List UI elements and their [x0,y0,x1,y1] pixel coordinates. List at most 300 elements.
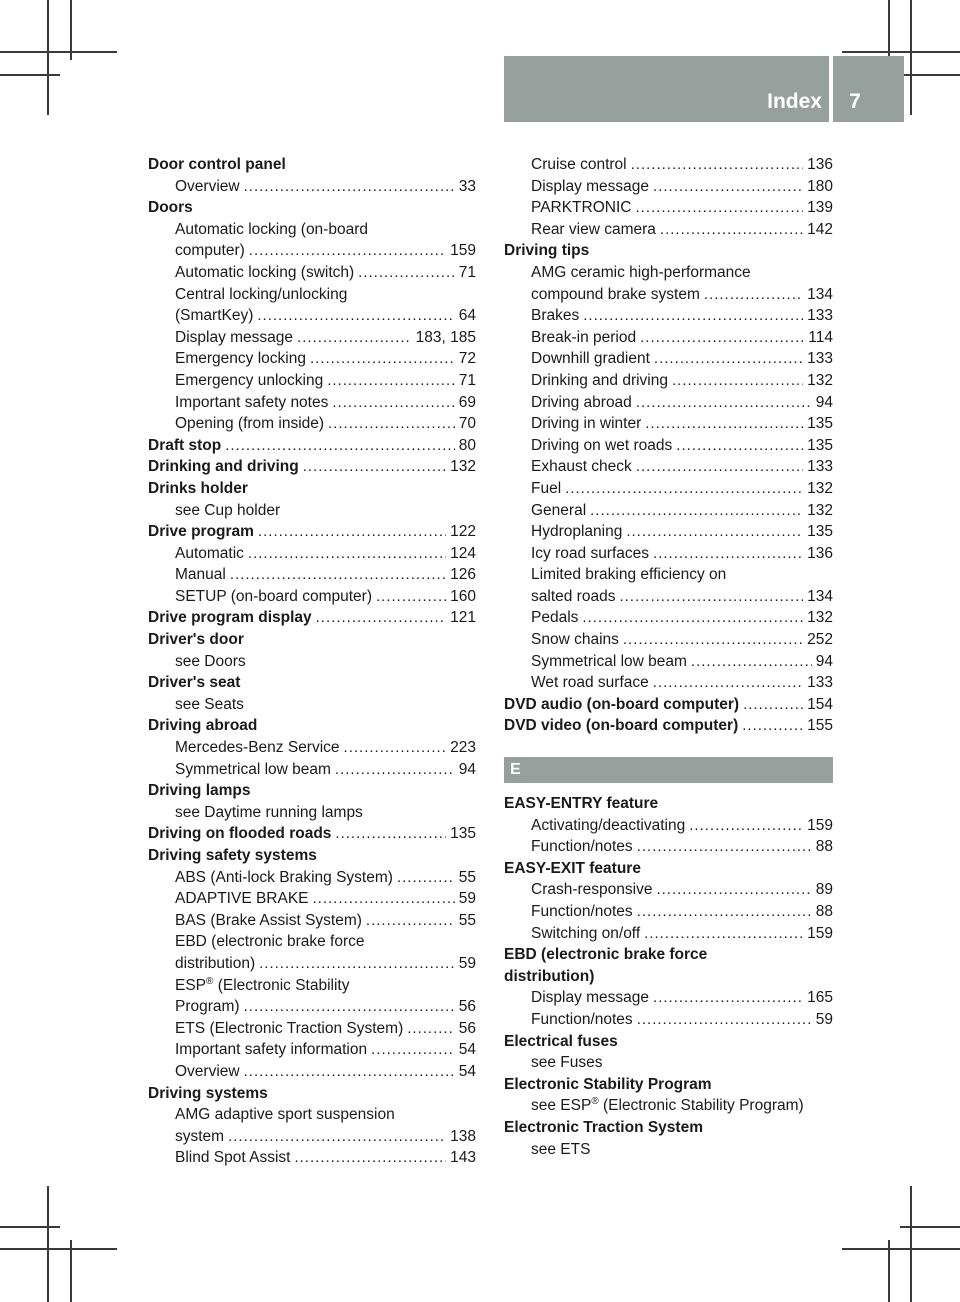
entry-label: Driver's door [148,631,244,649]
index-subentry [148,1039,476,1061]
entry-label: Function/notes [531,838,633,856]
entry-label: Icy road surfaces [531,544,650,562]
dot-leader [358,262,455,284]
entry-label: Electronic Stability Program [504,1075,712,1093]
entry-page-ref: 59 [815,1010,833,1028]
dot-leader [228,1126,446,1148]
entry-page-ref: 114 [808,328,833,346]
index-subentry [148,651,476,673]
index-subentry [504,284,833,306]
dot-leader [335,759,455,781]
dot-leader [582,607,803,629]
index-subentry [148,931,476,953]
entry-label: Drive program [148,523,254,541]
entry-page-ref: 133 [807,674,833,692]
index-entry [148,780,476,802]
entry-label: SETUP (on-board computer) [175,587,372,605]
index-subentry [504,901,833,923]
entry-label: DVD video (on-board computer) [504,717,739,735]
entry-page-ref: 135 [807,415,833,433]
index-subentry [504,607,833,629]
entry-page-ref: 183, 185 [415,328,476,346]
index-subentry [504,586,833,608]
index-subentry [148,284,476,306]
index-subentry [148,910,476,932]
entry-page-ref: 134 [807,285,833,303]
entry-label: system [175,1127,225,1145]
index-subentry [504,564,833,586]
index-subentry [504,1139,833,1161]
entry-label: computer) [175,242,245,260]
entry-label: Switching on/off [531,924,641,942]
entry-page-ref: 54 [458,1041,476,1059]
entry-page-ref: 136 [807,156,833,173]
entry-page-ref: 132 [807,609,833,627]
index-subentry [504,413,833,435]
index-entry [148,845,476,867]
index-subentry [504,456,833,478]
index-entry [504,858,833,880]
entry-label: Cruise control [531,156,627,173]
entry-label: Manual [175,566,226,584]
dot-leader [397,867,455,889]
entry-label: Blind Spot Assist [175,1149,291,1167]
entry-page-ref: 136 [807,544,833,562]
index-entry [504,1031,833,1053]
entry-page-ref: 69 [458,393,476,411]
dot-leader [407,1018,454,1040]
index-subentry [148,1061,476,1083]
entry-label: Driver's seat [148,674,241,692]
index-entry [148,607,476,629]
dot-leader [244,176,455,198]
dot-leader [297,327,412,349]
entry-page-ref: 133 [807,350,833,368]
index-subentry [148,392,476,414]
crop-mark [47,1186,49,1302]
index-subentry [504,392,833,414]
dot-leader [640,327,804,349]
index-subentry [148,240,476,262]
index-subentry [504,197,833,219]
index-subentry [148,586,476,608]
index-subentry [504,629,833,651]
entry-page-ref: 159 [807,816,833,834]
entry-page-ref: 94 [815,393,833,411]
index-entry [504,715,833,737]
entry-page-ref: 89 [815,881,833,899]
crop-mark [0,1226,60,1228]
entry-label: Important safety information [175,1041,368,1059]
index-subentry [148,759,476,781]
entry-label: Emergency locking [175,350,306,368]
index-subentry [148,564,476,586]
entry-label: (SmartKey) [175,307,254,325]
dot-leader [660,219,803,241]
index-subentry [504,176,833,198]
entry-page-ref: 55 [458,911,476,929]
entry-label: Driving abroad [531,393,632,411]
index-subentry [504,262,833,284]
entry-page-ref: 122 [450,523,476,541]
dot-leader [230,564,446,586]
dot-leader [344,737,447,759]
index-subentry [148,327,476,349]
dot-leader [366,910,455,932]
crop-mark [888,0,890,60]
entry-label: Drinks holder [148,479,248,497]
entry-label: Drive program display [148,609,312,627]
crop-mark [888,1240,890,1302]
entry-label: see ESP® (Electronic Stability Program) [531,1096,804,1115]
entry-page-ref: 132 [807,371,833,389]
index-subentry [504,672,833,694]
dot-leader [637,836,812,858]
entry-label: Function/notes [531,1010,633,1028]
dot-leader [259,953,455,975]
entry-label: Overview [175,177,240,195]
entry-label: Doors [148,199,193,217]
entry-label: Drinking and driving [148,458,299,476]
entry-label: AMG adaptive sport suspension [175,1106,395,1124]
dot-leader [636,392,812,414]
dot-leader [636,456,803,478]
entry-page-ref: 252 [807,631,833,649]
dot-leader [653,176,803,198]
entry-page-ref: 134 [807,587,833,605]
index-subentry [504,154,833,176]
index-entry [504,1117,833,1139]
index-subentry [148,500,476,522]
index-subentry [148,996,476,1018]
entry-page-ref: 71 [458,371,476,389]
entry-label: ADAPTIVE BRAKE [175,890,309,908]
index-subentry [504,370,833,392]
entry-label: Brakes [531,307,580,325]
entry-page-ref: 88 [815,838,833,856]
entry-page-ref: 124 [450,544,476,562]
entry-label: Driving tips [504,242,590,260]
dot-leader [244,996,455,1018]
dot-leader [328,413,455,435]
entry-page-ref: 132 [807,479,833,497]
entry-page-ref: 56 [458,998,476,1016]
entry-page-ref: 88 [815,903,833,920]
entry-label: Driving lamps [148,782,251,800]
crop-mark [910,0,912,115]
entry-page-ref: 155 [807,717,833,735]
page-title: Index [767,90,822,113]
crop-mark [0,74,60,76]
entry-page-ref: 223 [450,739,476,757]
entry-page-ref: 55 [458,868,476,886]
entry-label: Driving in winter [531,415,642,433]
dot-leader [332,392,454,414]
index-subentry [148,413,476,435]
index-entry [148,1083,476,1105]
dot-leader [653,987,803,1009]
entry-page-ref: 70 [458,415,476,433]
dot-leader [583,305,803,327]
section-letter-heading: E [504,757,833,783]
entry-label: Important safety notes [175,393,329,411]
dot-leader [376,586,446,608]
entry-label: Overview [175,1062,240,1080]
dot-leader [316,607,446,629]
index-subentry [504,435,833,457]
crop-mark [70,0,72,60]
entry-label: compound brake system [531,285,700,303]
entry-label: ABS (Anti-lock Braking System) [175,868,393,886]
index-subentry [148,975,476,997]
index-column-left [148,154,476,1169]
crop-mark [900,74,960,76]
index-subentry [504,327,833,349]
dot-leader [654,348,803,370]
entry-page-ref: 132 [450,458,476,476]
entry-label: Pedals [531,609,579,627]
entry-page-ref: 94 [458,760,476,778]
entry-label: Drinking and driving [531,371,668,389]
entry-page-ref: 59 [458,890,476,908]
entry-label: EASY-ENTRY feature [504,795,659,813]
crop-mark [0,51,117,53]
entry-label: Mercedes-Benz Service [175,739,340,757]
entry-page-ref: 159 [450,242,476,260]
index-subentry [504,500,833,522]
entry-label: distribution) [175,954,256,972]
index-subentry [504,923,833,945]
index-subentry [504,836,833,858]
crop-mark [0,1248,117,1250]
dot-leader [310,348,455,370]
entry-page-ref: 54 [458,1062,476,1080]
index-entry [148,435,476,457]
entry-label: Emergency unlocking [175,371,324,389]
entry-label: Symmetrical low beam [531,652,687,670]
entry-label: Electronic Traction System [504,1118,703,1136]
dot-leader [637,1009,812,1031]
dot-leader [565,478,803,500]
entry-page-ref: 135 [807,523,833,541]
index-entry [148,521,476,543]
entry-label: PARKTRONIC [531,199,632,217]
dot-leader [249,240,446,262]
entry-page-ref: 71 [458,263,476,281]
crop-mark [910,1186,912,1302]
entry-label: see ETS [531,1140,591,1158]
entry-label: Driving on flooded roads [148,825,332,843]
dot-leader [590,500,803,522]
dot-leader [225,435,455,457]
entry-label: AMG ceramic high-performance [531,263,751,281]
index-subentry [148,953,476,975]
dot-leader [704,284,803,306]
entry-label: salted roads [531,587,616,605]
header-separator [829,56,833,122]
index-subentry [148,694,476,716]
entry-page-ref: 133 [807,458,833,476]
index-subentry [148,1147,476,1169]
dot-leader [244,1061,455,1083]
entry-page-ref: 126 [450,566,476,584]
entry-label: ESP® (Electronic Stability [175,975,350,994]
index-subentry [504,651,833,673]
entry-label: see Doors [175,652,246,670]
entry-label: Driving systems [148,1084,268,1102]
dot-leader [644,923,803,945]
entry-label: see Seats [175,695,244,713]
entry-label: EBD (electronic brake force [175,933,365,951]
index-entry [148,672,476,694]
entry-page-ref: 160 [450,587,476,605]
dot-leader [743,694,803,716]
entry-label: BAS (Brake Assist System) [175,911,362,929]
index-subentry [504,521,833,543]
entry-page-ref: 56 [458,1019,476,1037]
entry-label: Draft stop [148,436,222,454]
entry-page-ref: 72 [458,350,476,368]
index-entry [504,966,833,988]
index-subentry [504,815,833,837]
index-subentry [148,370,476,392]
dot-leader [653,543,803,565]
entry-label: Driving on wet roads [531,436,673,454]
dot-leader [327,370,455,392]
index-entry [504,240,833,262]
entry-page-ref: 64 [458,307,476,325]
index-subentry [148,1104,476,1126]
index-subentry [148,867,476,889]
crop-mark [900,1226,960,1228]
dot-leader [676,435,803,457]
entry-label: Automatic locking (on-board [175,220,368,238]
crop-mark [47,0,49,115]
entry-page-ref: 135 [450,825,476,843]
entry-label: Driving safety systems [148,847,317,864]
entry-label: Door control panel [148,156,286,173]
entry-page-ref: 94 [815,652,833,670]
entry-label: EBD (electronic brake force [504,946,708,964]
entry-label: Fuel [531,479,562,497]
index-entry [504,1074,833,1096]
dot-leader [656,879,811,901]
dot-leader [258,521,446,543]
dot-leader [689,815,803,837]
index-entry [148,197,476,219]
entry-page-ref: 133 [807,307,833,325]
entry-page-ref: 154 [807,695,833,713]
entry-label: Activating/deactivating [531,816,686,834]
entry-label: Hydroplaning [531,523,623,541]
entry-label: Rear view camera [531,220,656,238]
entry-page-ref: 138 [450,1127,476,1145]
index-subentry [148,348,476,370]
dot-leader [335,823,446,845]
index-subentry [148,262,476,284]
index-subentry [148,543,476,565]
index-entry [148,456,476,478]
dot-leader [637,901,812,923]
page-number: 7 [849,90,861,113]
index-subentry [148,888,476,910]
index-entry [148,823,476,845]
entry-page-ref: 143 [450,1149,476,1167]
entry-label: Symmetrical low beam [175,760,331,778]
index-subentry [504,879,833,901]
index-entry [148,715,476,737]
crop-mark [842,51,960,53]
entry-label: EASY-EXIT feature [504,859,641,877]
entry-label: Break-in period [531,328,637,346]
dot-leader [303,456,446,478]
index-entry [148,478,476,500]
entry-label: Crash-responsive [531,881,653,899]
entry-page-ref: 165 [807,989,833,1007]
entry-label: Display message [531,177,650,195]
dot-leader [619,586,803,608]
entry-page-ref: 59 [458,954,476,972]
crop-mark [842,1248,960,1250]
dot-leader [672,370,803,392]
entry-label: Automatic [175,544,244,562]
index-subentry [504,1009,833,1031]
entry-label: DVD audio (on-board computer) [504,695,740,713]
index-subentry [148,1126,476,1148]
index-subentry [504,305,833,327]
index-subentry [148,176,476,198]
dot-leader [294,1147,446,1169]
entry-label: see Daytime running lamps [175,803,363,821]
dot-leader [635,197,803,219]
entry-label: Driving abroad [148,717,258,735]
index-subentry [148,737,476,759]
dot-leader [691,651,812,673]
index-subentry [504,543,833,565]
entry-label: Opening (from inside) [175,415,325,433]
dot-leader [742,715,803,737]
entry-page-ref: 80 [458,436,476,454]
index-entry [148,154,476,176]
entry-page-ref: 139 [807,199,833,217]
dot-leader [631,154,804,176]
dot-leader [645,413,803,435]
index-subentry [148,305,476,327]
entry-label: see Fuses [531,1054,603,1072]
dot-leader [653,672,803,694]
index-subentry [504,1095,833,1117]
dot-leader [371,1039,455,1061]
index-entry [148,629,476,651]
entry-page-ref: 180 [807,177,833,195]
entry-label: Limited braking efficiency on [531,566,727,584]
entry-page-ref: 33 [458,177,476,195]
index-subentry [504,987,833,1009]
entry-label: ETS (Electronic Traction System) [175,1019,404,1037]
dot-leader [248,543,446,565]
entry-label: Central locking/unlocking [175,285,348,303]
index-subentry [504,478,833,500]
dot-leader [313,888,455,910]
index-subentry [148,1018,476,1040]
entry-page-ref: 142 [807,220,833,238]
entry-label: Downhill gradient [531,350,650,368]
dot-leader [623,629,803,651]
index-entry [504,793,833,815]
index-subentry [148,219,476,241]
entry-label: Electrical fuses [504,1032,618,1050]
index-subentry [504,1052,833,1074]
